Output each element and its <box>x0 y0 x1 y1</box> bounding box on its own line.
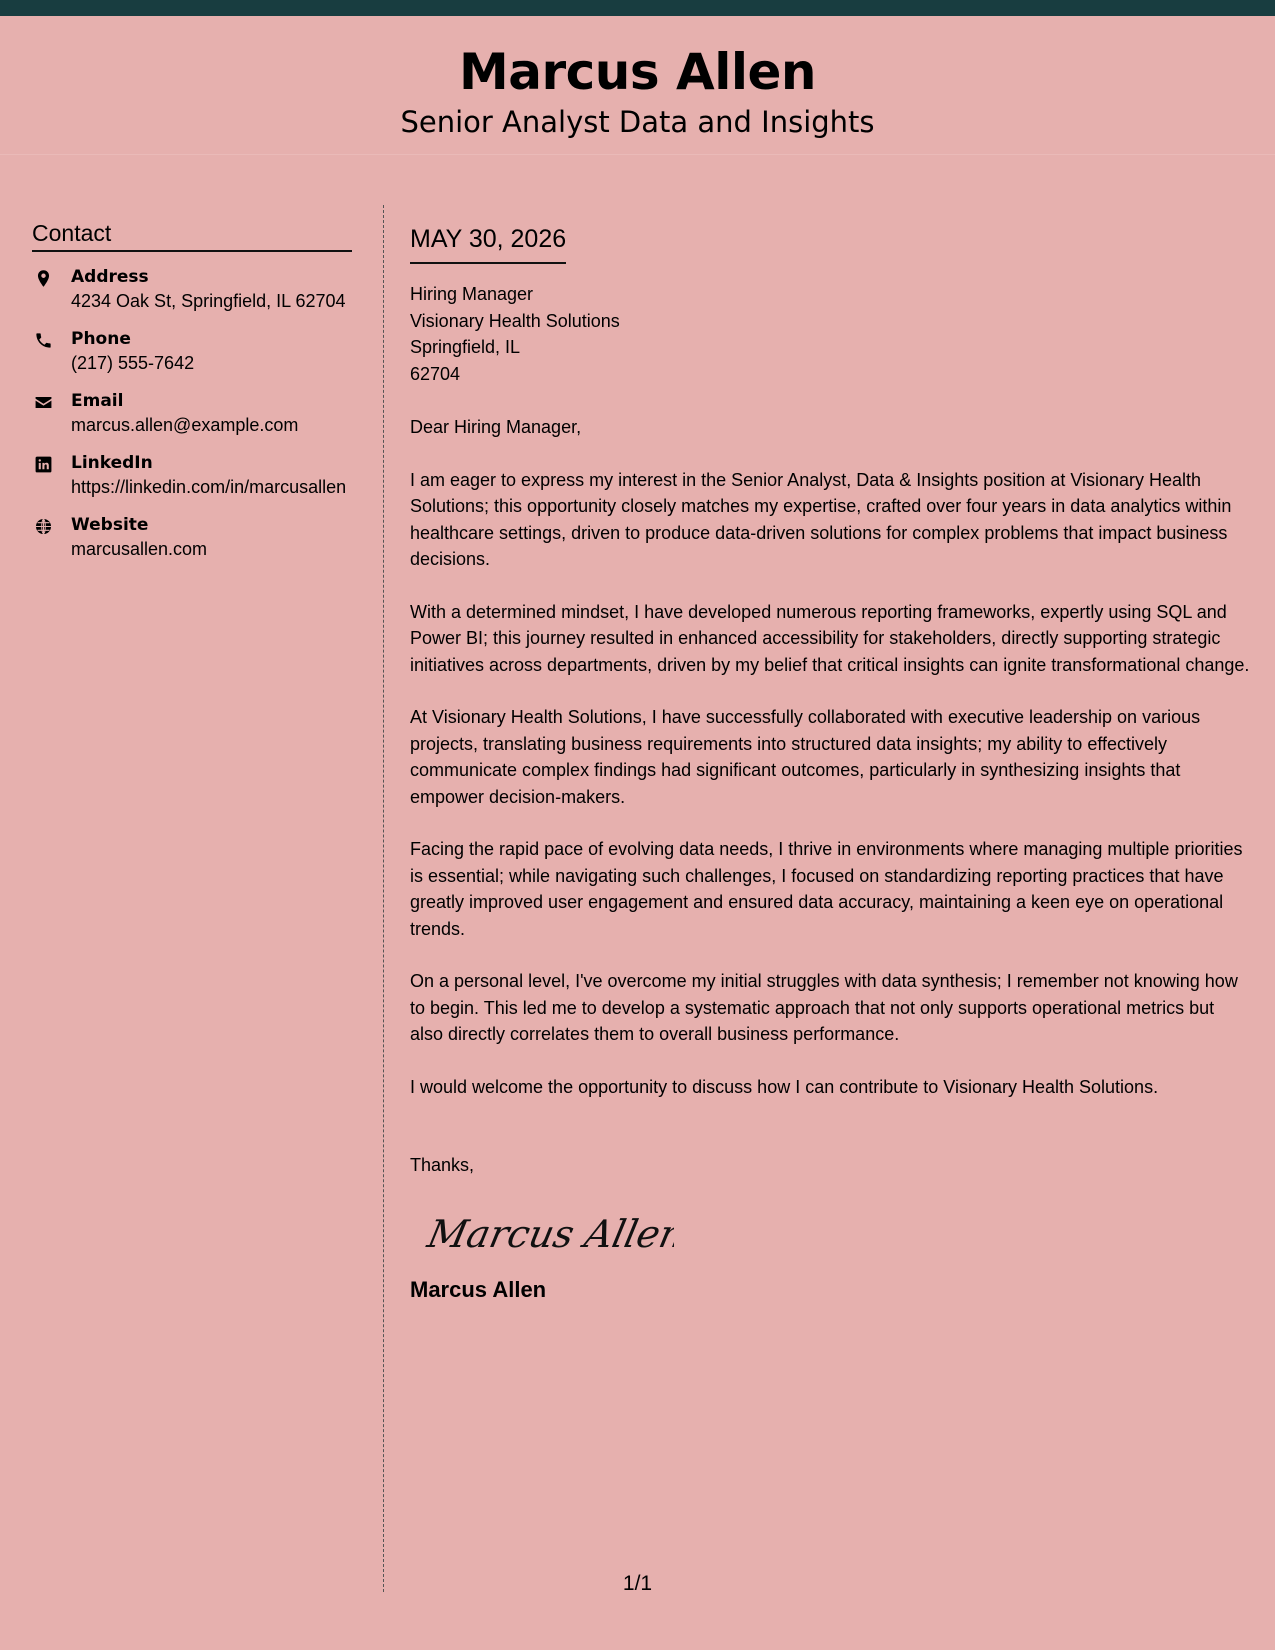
letter-date: MAY 30, 2026 <box>410 222 566 264</box>
applicant-name: Marcus Allen <box>458 43 817 101</box>
linkedin-icon <box>34 455 53 474</box>
recipient-block <box>410 281 1250 387</box>
globe-icon <box>34 517 53 536</box>
recipient-line: Springfield, IL <box>410 337 521 357</box>
page-header <box>0 16 1275 155</box>
top-accent-bar <box>0 0 1275 16</box>
address-label: Address <box>71 267 149 287</box>
signature-text: Marcus Allen <box>424 1211 674 1257</box>
contact-address <box>32 265 352 313</box>
greeting: Dear Hiring Manager, <box>410 417 582 437</box>
address-value: 4234 Oak St, Springfield, IL 62704 <box>71 291 346 311</box>
linkedin-label: LinkedIn <box>71 453 153 473</box>
body-paragraph: On a personal level, I've overcome my initial struggles with data synthesis; I remember not knowing how to begin. This led me to develop a systematic approach that not only supports operational metrics but also directly correlates them to overall business performance. <box>410 971 1238 1044</box>
page-number: 1/1 <box>622 1572 653 1595</box>
contact-email <box>32 389 352 437</box>
contact-website <box>32 513 352 561</box>
recipient-line: Hiring Manager <box>410 284 534 304</box>
letter-body <box>410 222 1250 1305</box>
column-divider <box>383 205 384 1592</box>
contact-sidebar <box>32 218 352 561</box>
body-paragraph: Facing the rapid pace of evolving data needs, I thrive in environments where managing multiple priorities is essential; while navigating such challenges, I focused on standardizing reporting practices that have greatly improved user engagement and ensured data accuracy, maintaining a keen eye on operational trends. <box>410 839 1243 939</box>
contact-heading: Contact <box>32 218 352 252</box>
body-paragraph: I am eager to express my interest in the Senior Analyst, Data & Insights position at Visionary Health Solutions; this opportunity closely matches my expertise, crafted over four years in data analytics within healthcare settings, driven to produce data-driven solutions for complex problems that impact business decisions. <box>410 469 1232 569</box>
signature-image <box>424 1199 674 1263</box>
recipient-line: 62704 <box>410 363 461 384</box>
phone-value: (217) 555-7642 <box>71 353 195 373</box>
contact-phone <box>32 327 352 375</box>
applicant-title: Senior Analyst Data and Insights <box>400 105 875 139</box>
contact-linkedin <box>32 451 352 499</box>
handwritten-signature <box>424 1199 1250 1263</box>
body-paragraph: I would welcome the opportunity to discuss how I can contribute to Visionary Health Solutions. <box>410 1076 1159 1097</box>
linkedin-value: https://linkedin.com/in/marcusallen <box>71 477 347 497</box>
map-pin-icon <box>34 269 53 288</box>
phone-icon <box>34 331 53 350</box>
website-label: Website <box>71 515 149 535</box>
phone-label: Phone <box>71 329 131 349</box>
email-value: marcus.allen@example.com <box>71 415 299 435</box>
body-paragraph: At Visionary Health Solutions, I have successfully collaborated with executive leadership on various projects, translating business requirements into structured data insights; my ability to effectively communicate complex findings had significant outcomes, particularly in synthesizing insights that empower decision-makers. <box>410 707 1201 807</box>
recipient-line: Visionary Health Solutions <box>410 310 620 331</box>
email-label: Email <box>71 391 124 411</box>
envelope-icon <box>34 393 53 412</box>
signer-name: Marcus Allen <box>410 1276 547 1302</box>
website-value: marcusallen.com <box>71 539 208 559</box>
body-paragraph: With a determined mindset, I have developed numerous reporting frameworks, expertly using SQL and Power BI; this journey resulted in enhanced accessibility for stakeholders, directly supporting strategic initiatives across departments, driven by my belief that critical insights can ignite transformational change. <box>410 601 1250 675</box>
closing: Thanks, <box>410 1155 475 1175</box>
